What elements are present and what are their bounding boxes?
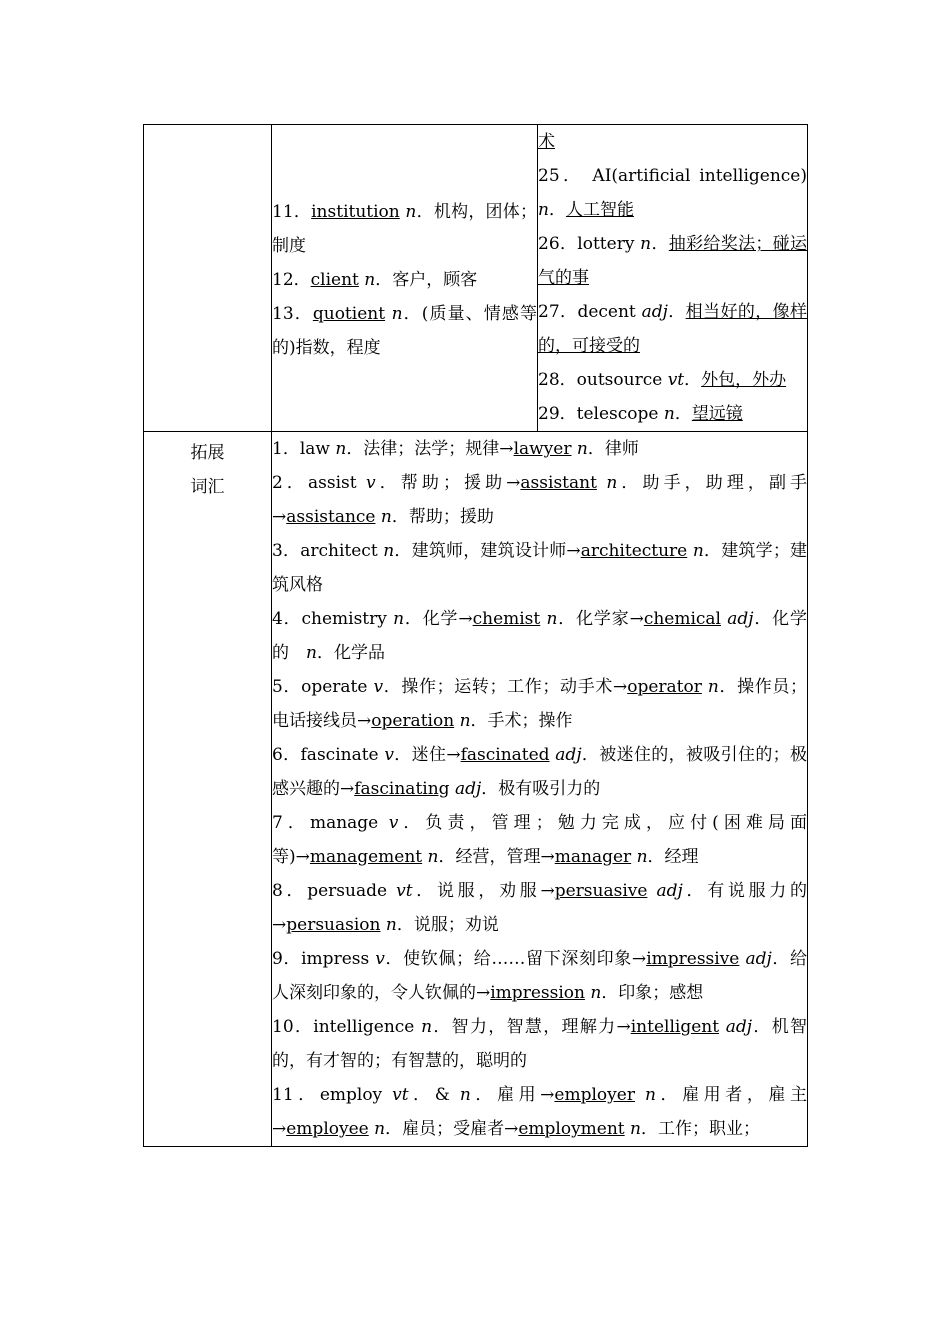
- vocab-entry-28: 28．outsource vt．外包，外办: [538, 370, 787, 390]
- derived-word: impressive: [646, 949, 740, 969]
- vocab-meaning: 相当好的，像样的，可接受的: [538, 302, 808, 356]
- part-of-speech: v: [366, 473, 376, 493]
- vocab-entry-3: 3．architect n．建筑师，建筑设计师→architecture n．建筑学；建筑风格: [272, 541, 808, 595]
- part-of-speech: n: [459, 1085, 471, 1105]
- part-of-speech: n: [576, 439, 588, 459]
- derived-word: fascinating: [354, 779, 450, 799]
- part-of-speech: n: [692, 541, 704, 561]
- vocab-entry-26: 26．lottery n．抽彩给奖法；碰运气的事: [538, 234, 808, 288]
- derived-word: operation: [371, 711, 455, 731]
- part-of-speech: n: [385, 915, 397, 935]
- vocab-entry-11: 11．institution n．机构，团体；制度: [272, 202, 538, 256]
- part-of-speech: n: [459, 711, 471, 731]
- vocab-entry-10: 10．intelligence n．智力，智慧，理解力→intelligent adj．机智的，有才智的；有智慧的，聪明的: [272, 1017, 808, 1071]
- vocab-word: institution: [311, 202, 400, 222]
- vocab-meaning: 人工智能: [565, 200, 634, 220]
- vocab-entry-1: 1．law n．法律；法学；规律→lawyer n．律师: [272, 439, 639, 459]
- part-of-speech: n: [374, 1119, 386, 1139]
- derived-word: management: [309, 847, 423, 867]
- vocabulary-table: [143, 124, 808, 1147]
- part-of-speech: v: [384, 745, 394, 765]
- part-of-speech: n: [306, 643, 317, 663]
- part-of-speech: n: [335, 439, 347, 459]
- vocab-entry-5: 5．operate v．操作；运转；工作；动手术→operator n．操作员；电话接线员→operation n．手术；操作: [272, 677, 808, 731]
- derived-word: persuasion: [286, 915, 381, 935]
- vocab-entry-13: 13．quotient n．(质量、情感等的)指数，程度: [272, 304, 538, 358]
- derived-word: chemist: [472, 609, 541, 629]
- part-of-speech: n: [380, 507, 392, 527]
- vocab-entry-12: 12．client n．客户，顾客: [272, 270, 478, 290]
- derived-word: employer: [554, 1085, 635, 1105]
- vocab-word: AI(artificial intelligence): [592, 166, 808, 186]
- part-of-speech: n: [546, 609, 558, 629]
- part-of-speech: v: [388, 813, 399, 833]
- derived-word: manager: [554, 847, 632, 867]
- part-of-speech: n: [707, 677, 719, 697]
- part-of-speech: v: [375, 949, 385, 969]
- derived-word: architecture: [580, 541, 688, 561]
- vocab-entry-7: 7．manage v．负责，管理；勉力完成，应付(困难局面等)→management n．经营，管理→manager n．经理: [272, 813, 808, 867]
- category-cell-extended: [144, 432, 272, 1147]
- part-of-speech: v: [373, 677, 384, 697]
- part-of-speech: n: [606, 473, 618, 493]
- vocab-word: client: [310, 270, 359, 290]
- extended-vocab-list: [272, 432, 808, 1147]
- vocab-word: outsource: [576, 370, 663, 390]
- part-of-speech: n: [590, 983, 602, 1003]
- derived-word: assistance: [286, 507, 376, 527]
- part-of-speech: adj: [727, 609, 754, 629]
- category-label-line1: 拓展: [190, 443, 225, 463]
- vocab-meaning: 望远镜: [691, 404, 743, 424]
- derived-word: operator: [627, 677, 702, 697]
- derived-word: lawyer: [513, 439, 572, 459]
- vocab-entry-4: 4．chemistry n．化学→chemist n．化学家→chemical adj．化学的 n．化学品: [272, 609, 808, 663]
- extended-vocab-row: [144, 432, 808, 1147]
- part-of-speech: adj: [454, 779, 482, 799]
- part-of-speech: n: [644, 1085, 656, 1105]
- vocab-word: lottery: [577, 234, 635, 254]
- derived-word: employee: [286, 1119, 369, 1139]
- derived-word: fascinated: [460, 745, 550, 765]
- part-of-speech: adj: [745, 949, 772, 969]
- vocab-entry-29: 29．telescope n．望远镜: [538, 404, 743, 424]
- vocab-meaning: 抽彩给奖法；碰运气的事: [538, 234, 808, 288]
- derived-word: intelligent: [630, 1017, 720, 1037]
- category-label-line2: 词汇: [190, 477, 225, 497]
- vocab-entry-2: 2．assist v．帮助；援助→assistant n．助手，助理，副手→assistance n．帮助；援助: [272, 473, 808, 527]
- part-of-speech: n: [630, 1119, 641, 1139]
- part-of-speech: adj: [555, 745, 582, 765]
- vocab-entry-9: 9．impress v．使钦佩；给……留下深刻印象→impressive adj．给人深刻印象的，令人钦佩的→impression n．印象；感想: [272, 949, 808, 1003]
- vocab-word: quotient: [312, 304, 386, 324]
- part-of-speech: n: [421, 1017, 433, 1037]
- part-of-speech: adj: [656, 881, 683, 901]
- vocab-entry-8: 8．persuade vt．说服，劝服→persuasive adj．有说服力的→persuasion n．说服；劝说: [272, 881, 808, 935]
- core-vocab-row: [144, 125, 808, 432]
- part-of-speech: vt: [392, 1085, 409, 1105]
- vocab-word: telescope: [576, 404, 659, 424]
- derived-word: chemical: [643, 609, 721, 629]
- derived-word: persuasive: [554, 881, 648, 901]
- vocab-entry-continued: 术: [538, 132, 555, 152]
- derived-word: employment: [518, 1119, 625, 1139]
- vocab-entry-6: 6．fascinate v．迷住→fascinated adj．被迷住的，被吸引住的；极感兴趣的→fascinating adj．极有吸引力的: [272, 745, 808, 799]
- vocab-entry-27: 27．decent adj．相当好的，像样的，可接受的: [538, 302, 808, 356]
- vocab-entry-11: 11．employ vt．& n．雇用→employer n．雇用者，雇主→employee n．雇员；受雇者→employment n．工作；职业；: [272, 1085, 808, 1139]
- core-vocab-col2: [272, 125, 538, 432]
- part-of-speech: adj: [725, 1017, 753, 1037]
- part-of-speech: n: [393, 609, 405, 629]
- derived-word: assistant: [520, 473, 597, 493]
- vocab-entry-25: 25． AI(artificial intelligence) n．人工智能: [538, 166, 808, 220]
- part-of-speech: n: [383, 541, 395, 561]
- part-of-speech: n: [636, 847, 648, 867]
- derived-word: impression: [490, 983, 585, 1003]
- vocab-word: decent: [577, 302, 636, 322]
- category-cell-empty: [144, 125, 272, 432]
- vocab-meaning: 外包，外办: [701, 370, 787, 390]
- part-of-speech: n: [427, 847, 439, 867]
- part-of-speech: vt: [396, 881, 413, 901]
- core-vocab-col3: [538, 125, 808, 432]
